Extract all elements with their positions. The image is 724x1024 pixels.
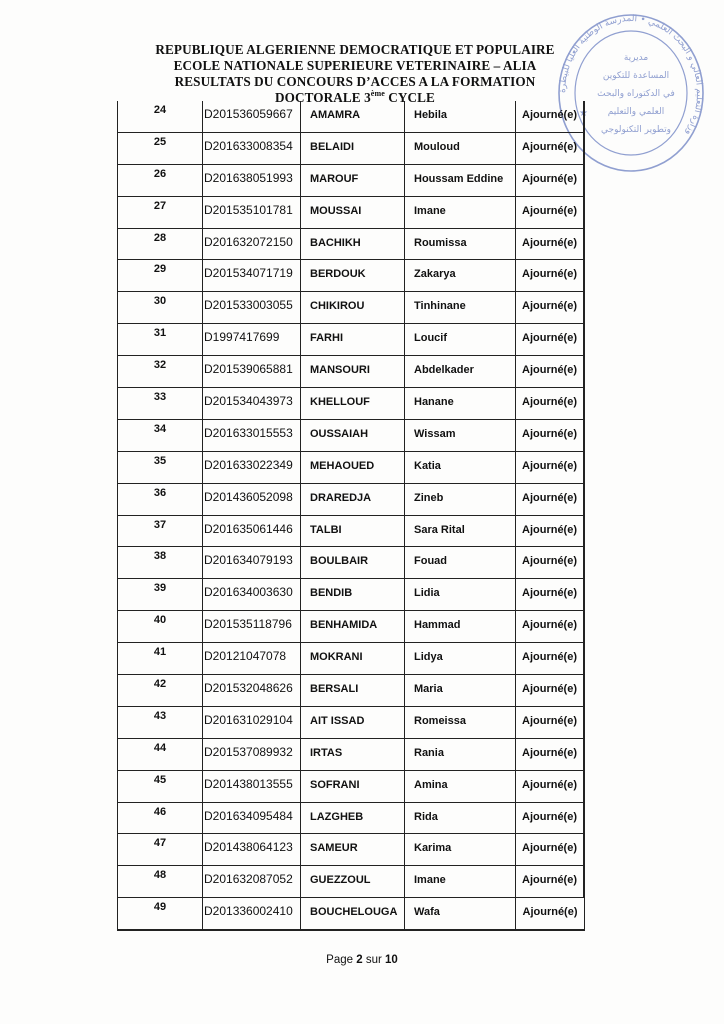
row-number-cell: 33 bbox=[118, 388, 203, 420]
row-number-cell: 31 bbox=[118, 324, 203, 356]
row-number-cell: 47 bbox=[118, 834, 203, 866]
result-cell: Ajourné(e) bbox=[516, 866, 584, 898]
candidate-id-cell: D201635061446 bbox=[203, 516, 301, 548]
last-name-cell: MANSOURI bbox=[301, 356, 405, 388]
first-name-cell: Roumissa bbox=[405, 229, 516, 261]
candidate-id-cell: D1997417699 bbox=[203, 324, 301, 356]
result-cell: Ajourné(e) bbox=[516, 292, 584, 324]
row-number-cell: 44 bbox=[118, 739, 203, 771]
first-name-cell: Imane bbox=[405, 197, 516, 229]
last-name-cell: GUEZZOUL bbox=[301, 866, 405, 898]
row-number-cell: 39 bbox=[118, 579, 203, 611]
last-name-cell: CHIKIROU bbox=[301, 292, 405, 324]
result-cell: Ajourné(e) bbox=[516, 579, 584, 611]
result-cell: Ajourné(e) bbox=[516, 739, 584, 771]
last-name-cell: KHELLOUF bbox=[301, 388, 405, 420]
row-number-cell: 41 bbox=[118, 643, 203, 675]
row-number-cell: 29 bbox=[118, 260, 203, 292]
last-name-cell: BENHAMIDA bbox=[301, 611, 405, 643]
result-cell: Ajourné(e) bbox=[516, 101, 584, 133]
row-number-cell: 32 bbox=[118, 356, 203, 388]
candidate-id-cell: D201537089932 bbox=[203, 739, 301, 771]
candidate-id-cell: D201438064123 bbox=[203, 834, 301, 866]
row-number-cell: 35 bbox=[118, 452, 203, 484]
row-number-cell: 28 bbox=[118, 229, 203, 261]
row-number-cell: 26 bbox=[118, 165, 203, 197]
candidate-id-cell: D201533003055 bbox=[203, 292, 301, 324]
header-line4-post: CYCLE bbox=[384, 90, 435, 105]
first-name-cell: Lidya bbox=[405, 643, 516, 675]
candidate-id-cell: D201539065881 bbox=[203, 356, 301, 388]
row-number-cell: 40 bbox=[118, 611, 203, 643]
last-name-cell: BENDIB bbox=[301, 579, 405, 611]
row-number-cell: 25 bbox=[118, 133, 203, 165]
last-name-cell: LAZGHEB bbox=[301, 803, 405, 835]
footer-page-number: 2 bbox=[356, 954, 363, 966]
result-cell: Ajourné(e) bbox=[516, 356, 584, 388]
last-name-cell: BERSALI bbox=[301, 675, 405, 707]
last-name-cell: BELAIDI bbox=[301, 133, 405, 165]
last-name-cell: AIT ISSAD bbox=[301, 707, 405, 739]
candidate-id-cell: D201536059667 bbox=[203, 101, 301, 133]
first-name-cell: Hammad bbox=[405, 611, 516, 643]
stamp-inner-text: مديرية bbox=[623, 53, 649, 63]
header-line-republic: REPUBLIQUE ALGERIENNE DEMOCRATIQUE ET POPULAIRE bbox=[155, 42, 555, 57]
header-line4-pre: DOCTORALE 3 bbox=[275, 90, 371, 105]
result-cell: Ajourné(e) bbox=[516, 197, 584, 229]
candidate-id-cell: D201535101781 bbox=[203, 197, 301, 229]
last-name-cell: OUSSAIAH bbox=[301, 420, 405, 452]
result-cell: Ajourné(e) bbox=[516, 707, 584, 739]
candidate-id-cell: D201632072150 bbox=[203, 229, 301, 261]
stamp-inner-text: في الدكتوراه والبحث bbox=[597, 89, 675, 99]
last-name-cell: AMAMRA bbox=[301, 101, 405, 133]
candidate-id-cell: D201535118796 bbox=[203, 611, 301, 643]
first-name-cell: Amina bbox=[405, 771, 516, 803]
result-cell: Ajourné(e) bbox=[516, 643, 584, 675]
candidate-id-cell: D201634003630 bbox=[203, 579, 301, 611]
first-name-cell: Maria bbox=[405, 675, 516, 707]
result-cell: Ajourné(e) bbox=[516, 771, 584, 803]
row-number-cell: 45 bbox=[118, 771, 203, 803]
first-name-cell: Lidia bbox=[405, 579, 516, 611]
candidate-id-cell: D201532048626 bbox=[203, 675, 301, 707]
first-name-cell: Katia bbox=[405, 452, 516, 484]
candidate-id-cell: D201638051993 bbox=[203, 165, 301, 197]
first-name-cell: Sara Rital bbox=[405, 516, 516, 548]
candidate-id-cell: D201632087052 bbox=[203, 866, 301, 898]
last-name-cell: MAROUF bbox=[301, 165, 405, 197]
candidate-id-cell: D201436052098 bbox=[203, 484, 301, 516]
svg-text:★: ★ bbox=[579, 108, 588, 119]
first-name-cell: Zakarya bbox=[405, 260, 516, 292]
result-cell: Ajourné(e) bbox=[516, 165, 584, 197]
first-name-cell: Hebila bbox=[405, 101, 516, 133]
last-name-cell: BOUCHELOUGA bbox=[301, 898, 405, 930]
candidate-id-cell: D201634079193 bbox=[203, 547, 301, 579]
first-name-cell: Wissam bbox=[405, 420, 516, 452]
header-line4-sup: ème bbox=[370, 89, 385, 98]
candidate-id-cell: D201633015553 bbox=[203, 420, 301, 452]
result-cell: Ajourné(e) bbox=[516, 611, 584, 643]
result-cell: Ajourné(e) bbox=[516, 898, 584, 930]
candidate-id-cell: D201633022349 bbox=[203, 452, 301, 484]
first-name-cell: Karima bbox=[405, 834, 516, 866]
row-number-cell: 42 bbox=[118, 675, 203, 707]
first-name-cell: Tinhinane bbox=[405, 292, 516, 324]
row-number-cell: 38 bbox=[118, 547, 203, 579]
candidate-id-cell: D201336002410 bbox=[203, 898, 301, 930]
candidate-id-cell: D201634095484 bbox=[203, 803, 301, 835]
last-name-cell: MOUSSAI bbox=[301, 197, 405, 229]
last-name-cell: MOKRANI bbox=[301, 643, 405, 675]
footer-middle: sur bbox=[362, 954, 386, 966]
result-cell: Ajourné(e) bbox=[516, 324, 584, 356]
row-number-cell: 48 bbox=[118, 866, 203, 898]
row-number-cell: 46 bbox=[118, 803, 203, 835]
stamp-ring-text: وزارة التعليم العالي و البحث العلمي • المدرسة الوطنية العليا للبيطرة bbox=[557, 13, 705, 137]
candidate-id-cell: D20121047078 bbox=[203, 643, 301, 675]
last-name-cell: IRTAS bbox=[301, 739, 405, 771]
row-number-cell: 43 bbox=[118, 707, 203, 739]
result-cell: Ajourné(e) bbox=[516, 420, 584, 452]
first-name-cell: Romeissa bbox=[405, 707, 516, 739]
stamp-inner-text: وتطوير التكنولوجي bbox=[601, 125, 671, 135]
last-name-cell: DRAREDJA bbox=[301, 484, 405, 516]
results-table bbox=[117, 101, 585, 931]
first-name-cell: Imane bbox=[405, 866, 516, 898]
first-name-cell: Loucif bbox=[405, 324, 516, 356]
result-cell: Ajourné(e) bbox=[516, 260, 584, 292]
row-number-cell: 24 bbox=[118, 101, 203, 133]
result-cell: Ajourné(e) bbox=[516, 133, 584, 165]
row-number-cell: 49 bbox=[118, 898, 203, 930]
first-name-cell: Mouloud bbox=[405, 133, 516, 165]
row-number-cell: 30 bbox=[118, 292, 203, 324]
result-cell: Ajourné(e) bbox=[516, 452, 584, 484]
candidate-id-cell: D201534071719 bbox=[203, 260, 301, 292]
first-name-cell: Hanane bbox=[405, 388, 516, 420]
row-number-cell: 36 bbox=[118, 484, 203, 516]
candidate-id-cell: D201534043973 bbox=[203, 388, 301, 420]
result-cell: Ajourné(e) bbox=[516, 388, 584, 420]
first-name-cell: Houssam Eddine bbox=[405, 165, 516, 197]
first-name-cell: Rania bbox=[405, 739, 516, 771]
footer-prefix: Page bbox=[326, 954, 357, 966]
result-cell: Ajourné(e) bbox=[516, 803, 584, 835]
last-name-cell: BACHIKH bbox=[301, 229, 405, 261]
last-name-cell: SOFRANI bbox=[301, 771, 405, 803]
last-name-cell: BERDOUK bbox=[301, 260, 405, 292]
row-number-cell: 27 bbox=[118, 197, 203, 229]
row-number-cell: 34 bbox=[118, 420, 203, 452]
last-name-cell: SAMEUR bbox=[301, 834, 405, 866]
result-cell: Ajourné(e) bbox=[516, 229, 584, 261]
first-name-cell: Fouad bbox=[405, 547, 516, 579]
result-cell: Ajourné(e) bbox=[516, 834, 584, 866]
header-line-school: ECOLE NATIONALE SUPERIEURE VETERINAIRE – ALIA bbox=[173, 58, 537, 73]
first-name-cell: Wafa bbox=[405, 898, 516, 930]
footer-page-total: 10 bbox=[385, 954, 398, 966]
first-name-cell: Rida bbox=[405, 803, 516, 835]
result-cell: Ajourné(e) bbox=[516, 516, 584, 548]
result-cell: Ajourné(e) bbox=[516, 547, 584, 579]
last-name-cell: BOULBAIR bbox=[301, 547, 405, 579]
last-name-cell: FARHI bbox=[301, 324, 405, 356]
stamp-inner-text: العلمي والتعليم bbox=[607, 107, 665, 117]
candidate-id-cell: D201438013555 bbox=[203, 771, 301, 803]
row-number-cell: 37 bbox=[118, 516, 203, 548]
first-name-cell: Zineb bbox=[405, 484, 516, 516]
last-name-cell: MEHAOUED bbox=[301, 452, 405, 484]
document-header bbox=[120, 42, 590, 106]
candidate-id-cell: D201631029104 bbox=[203, 707, 301, 739]
header-line-results: RESULTATS DU CONCOURS D’ACCES A LA FORMATION bbox=[174, 74, 536, 89]
result-cell: Ajourné(e) bbox=[516, 675, 584, 707]
page-footer bbox=[0, 954, 724, 966]
result-cell: Ajourné(e) bbox=[516, 484, 584, 516]
stamp-inner-text: المساعدة للتكوين bbox=[602, 71, 670, 81]
last-name-cell: TALBI bbox=[301, 516, 405, 548]
first-name-cell: Abdelkader bbox=[405, 356, 516, 388]
candidate-id-cell: D201633008354 bbox=[203, 133, 301, 165]
